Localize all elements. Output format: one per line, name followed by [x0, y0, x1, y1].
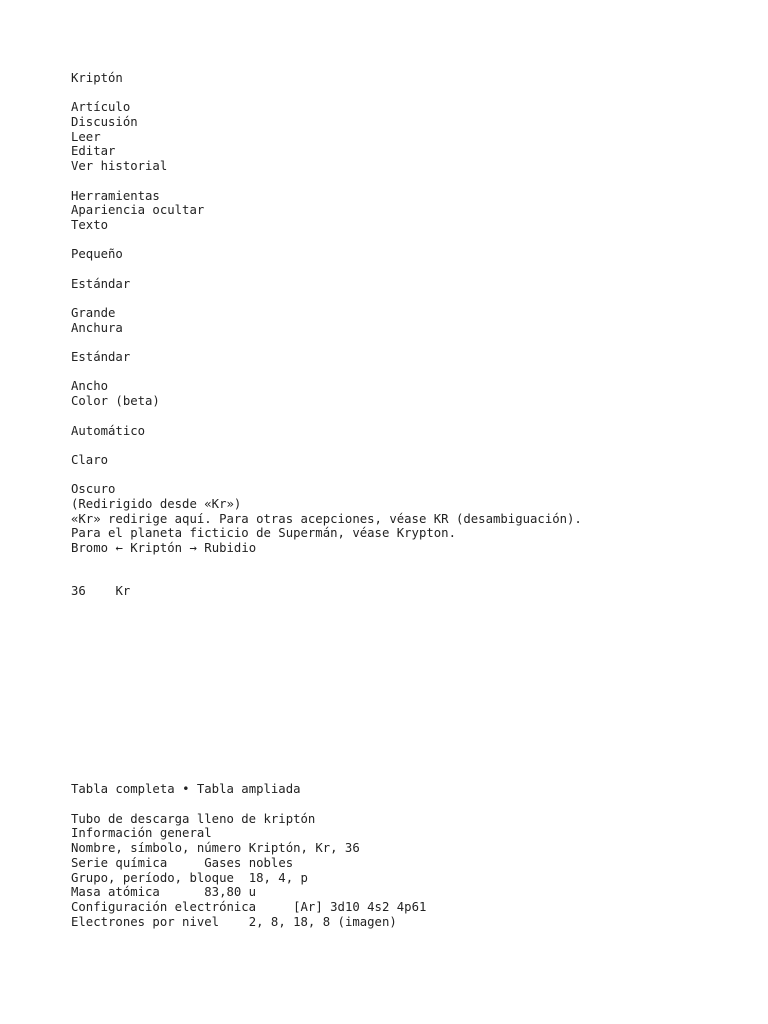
left-arrow-icon: ←	[115, 541, 123, 555]
tab-articulo[interactable]: Artículo	[71, 100, 131, 115]
hatnote-krypton: Para el planeta ficticio de Supermán, véase Krypton.	[71, 526, 456, 541]
infobox-label: Electrones por nivel	[71, 914, 220, 929]
infobox-label: Configuración electrónica	[71, 899, 257, 914]
infobox-value: 83,80 u	[204, 885, 257, 900]
bullet-separator: •	[182, 782, 190, 797]
color-automatic-option[interactable]: Automático	[71, 423, 146, 438]
infobox-row-mass	[71, 885, 751, 900]
infobox-row-electrons	[71, 915, 751, 930]
infobox-row-group	[71, 871, 751, 886]
infobox-label: Serie química	[71, 855, 168, 870]
page-title: Kriptón	[71, 71, 123, 85]
tab-leer[interactable]: Leer	[71, 129, 101, 144]
tab-ver-historial[interactable]: Ver historial	[71, 159, 168, 174]
extended-table-link[interactable]: Tabla ampliada	[196, 782, 301, 797]
width-standard-option[interactable]: Estándar	[71, 350, 131, 365]
element-navigation	[71, 541, 751, 556]
tab-editar[interactable]: Editar	[71, 144, 116, 159]
text-size-heading: Texto	[71, 217, 109, 232]
infobox-label: Nombre, símbolo, número	[71, 841, 242, 856]
redirect-note: (Redirigido desde «Kr»)	[71, 496, 242, 511]
next-element-link[interactable]: Rubidio	[204, 541, 257, 555]
article-page	[71, 71, 751, 929]
periodic-table-image-area	[71, 598, 751, 782]
infobox-value[interactable]: 2, 8, 18, 8 (imagen)	[248, 914, 397, 929]
tab-discusion[interactable]: Discusión	[71, 115, 138, 130]
infobox-row-name	[71, 841, 751, 856]
full-table-link[interactable]: Tabla completa	[71, 782, 175, 797]
infobox-value: Kriptón, Kr, 36	[248, 841, 360, 856]
infobox-row-series	[71, 856, 751, 871]
infobox-row-config	[71, 900, 751, 915]
width-heading: Anchura	[71, 320, 123, 335]
element-header	[71, 584, 751, 599]
infobox-value: 18, 4, p	[248, 870, 308, 885]
infobox-label: Grupo, período, bloque	[71, 870, 234, 885]
appearance-hide-toggle[interactable]: Apariencia ocultar	[71, 203, 205, 218]
infobox-section-heading: Información general	[71, 826, 212, 841]
color-heading: Color (beta)	[71, 394, 160, 409]
color-dark-option[interactable]: Oscuro	[71, 482, 116, 497]
infobox-value[interactable]: Gases nobles	[204, 855, 294, 870]
text-size-small-option[interactable]: Pequeño	[71, 247, 123, 262]
current-element-label: Kriptón	[130, 541, 183, 555]
element-symbol: Kr	[115, 583, 131, 598]
image-caption: Tubo de descarga lleno de kriptón	[71, 811, 316, 826]
infobox-value: [Ar] 3d10 4s2 4p61	[293, 899, 427, 914]
prev-element-link[interactable]: Bromo	[71, 541, 109, 555]
infobox-label: Masa atómica	[71, 885, 160, 900]
text-size-large-option[interactable]: Grande	[71, 306, 116, 320]
atomic-number: 36	[71, 583, 86, 598]
text-size-standard-option[interactable]: Estándar	[71, 276, 131, 291]
right-arrow-icon: →	[189, 541, 197, 555]
tools-menu[interactable]: Herramientas	[71, 188, 160, 203]
color-light-option[interactable]: Claro	[71, 452, 109, 467]
hatnote-disambiguation: «Kr» redirige aquí. Para otras acepciones, véase KR (desambiguación).	[71, 511, 582, 526]
width-wide-option[interactable]: Ancho	[71, 379, 109, 394]
table-links	[71, 782, 751, 797]
